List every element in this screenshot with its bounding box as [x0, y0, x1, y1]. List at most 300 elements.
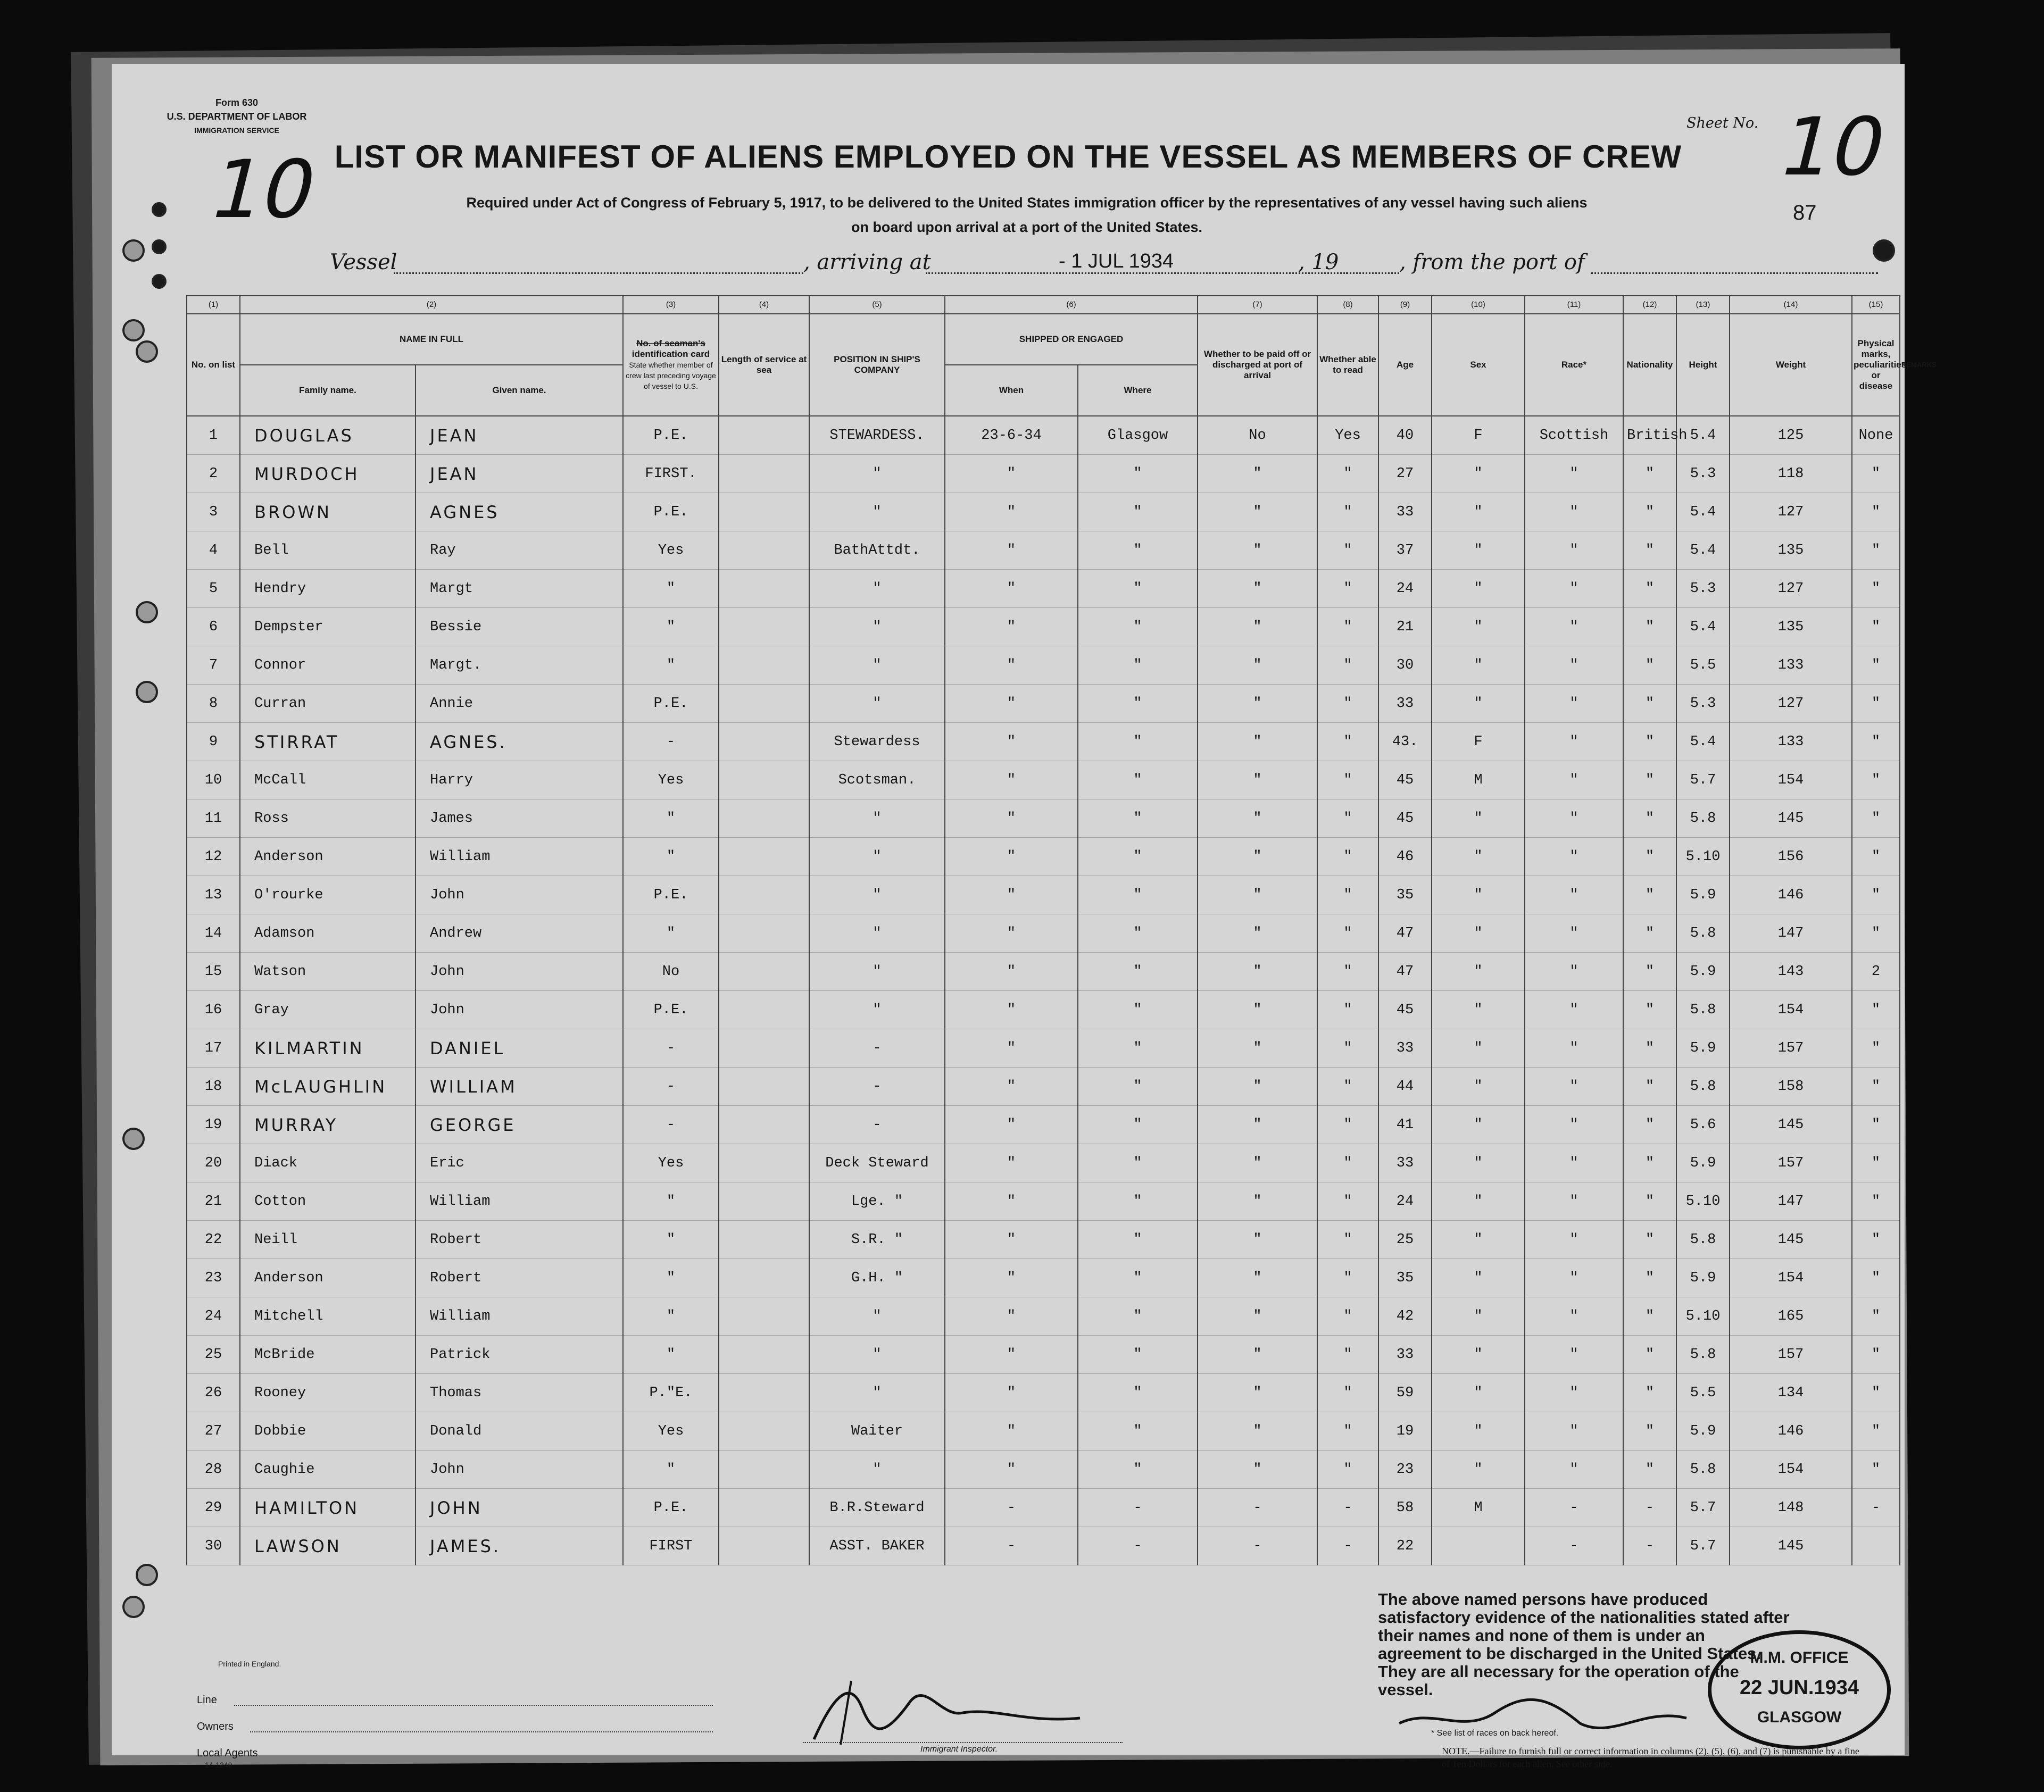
cell-weight: 156 [1730, 838, 1852, 876]
cell-shipped-when: " [945, 1374, 1078, 1412]
cell-able-to-read: " [1317, 761, 1378, 799]
cell-family-name: Anderson [240, 838, 416, 876]
cell-able-to-read: " [1317, 914, 1378, 953]
owners-label: Owners [197, 1721, 234, 1732]
cell-sex: " [1432, 1412, 1525, 1451]
cell-shipped-where: " [1078, 455, 1198, 493]
table-row [187, 685, 1900, 723]
cell-height: 5.7 [1676, 1527, 1730, 1565]
cell-physical-marks: " [1852, 608, 1900, 646]
cell-physical-marks: 2 [1852, 953, 1900, 991]
cell-weight: 145 [1730, 1527, 1852, 1565]
form-identifier [141, 96, 333, 137]
cell-shipped-when: " [945, 723, 1078, 761]
table-row [187, 991, 1900, 1029]
cell-shipped-when: " [945, 953, 1078, 991]
cell-height: 5.8 [1676, 799, 1730, 838]
table-row [187, 1259, 1900, 1297]
line-field [234, 1705, 713, 1706]
cell-length-of-service [719, 838, 809, 876]
cell-able-to-read: " [1317, 1374, 1378, 1412]
cell-shipped-where: " [1078, 1374, 1198, 1412]
cell-nationality: " [1623, 608, 1676, 646]
cell-nationality: " [1623, 1144, 1676, 1182]
cell-weight: 154 [1730, 991, 1852, 1029]
cell-able-to-read: - [1317, 1489, 1378, 1527]
cell-shipped-where: " [1078, 608, 1198, 646]
cell-age: 47 [1378, 914, 1432, 953]
cell-weight: 127 [1730, 570, 1852, 608]
cell-able-to-read: " [1317, 1412, 1378, 1451]
cell-physical-marks: " [1852, 1374, 1900, 1412]
cell-nationality: " [1623, 876, 1676, 914]
manifest-sheet [112, 64, 1937, 1769]
cell-able-to-read: " [1317, 685, 1378, 723]
cell-shipped-where: " [1078, 838, 1198, 876]
cell-sex: " [1432, 1297, 1525, 1336]
cell-able-to-read: " [1317, 608, 1378, 646]
cell-shipped-when: " [945, 1182, 1078, 1221]
cell-nationality: " [1623, 455, 1676, 493]
cell-family-name: Neill [240, 1221, 416, 1259]
cell-physical-marks: " [1852, 991, 1900, 1029]
cell-able-to-read: " [1317, 1106, 1378, 1144]
table-row [187, 876, 1900, 914]
cell-race: Scottish [1525, 416, 1623, 455]
cell-race: - [1525, 1527, 1623, 1565]
cell-paid-off: " [1198, 1451, 1317, 1489]
cell-physical-marks: " [1852, 1259, 1900, 1297]
cell-shipped-where: " [1078, 991, 1198, 1029]
cell-position: " [809, 914, 945, 953]
cell-length-of-service [719, 1412, 809, 1451]
cell-able-to-read: " [1317, 1068, 1378, 1106]
colnum: (12) [1623, 296, 1676, 314]
cell-given-name: Margt [416, 570, 623, 608]
cell-paid-off: " [1198, 1106, 1317, 1144]
cell-shipped-where: " [1078, 1068, 1198, 1106]
cell-physical-marks: " [1852, 685, 1900, 723]
cell-given-name: John [416, 1451, 623, 1489]
cell-sex: M [1432, 761, 1525, 799]
cell-race: " [1525, 1221, 1623, 1259]
cell-physical-marks: " [1852, 531, 1900, 570]
cell-weight: 154 [1730, 1259, 1852, 1297]
cell-family-name: McCall [240, 761, 416, 799]
colnum: (8) [1317, 296, 1378, 314]
cell-race: " [1525, 838, 1623, 876]
cell-position: " [809, 1374, 945, 1412]
cell-shipped-when: " [945, 1412, 1078, 1451]
from-port-label: , from the port of [1399, 250, 1585, 274]
cell-age: 41 [1378, 1106, 1432, 1144]
cell-race: " [1525, 570, 1623, 608]
cell-shipped-where: " [1078, 1221, 1198, 1259]
cell-shipped-when: " [945, 1336, 1078, 1374]
cell-age: 33 [1378, 1144, 1432, 1182]
cell-id-card: - [623, 1106, 719, 1144]
cell-given-name: GEORGE [416, 1106, 623, 1144]
cell-physical-marks: - [1852, 1489, 1900, 1527]
subtitle-line-2: on board upon arrival at a port of the United States. [851, 219, 1203, 235]
cell-race: " [1525, 761, 1623, 799]
cell-sex: " [1432, 914, 1525, 953]
cell-physical-marks: " [1852, 1336, 1900, 1374]
table-row [187, 455, 1900, 493]
cell-physical-marks: " [1852, 570, 1900, 608]
cell-sex: " [1432, 1068, 1525, 1106]
cell-family-name: BROWN [240, 493, 416, 531]
cell-family-name: Rooney [240, 1374, 416, 1412]
colnum: (1) [187, 296, 240, 314]
cell-family-name: Caughie [240, 1451, 416, 1489]
cell-race: " [1525, 685, 1623, 723]
table-row [187, 416, 1900, 455]
cell-height: 5.3 [1676, 685, 1730, 723]
cell-given-name: Harry [416, 761, 623, 799]
cell-physical-marks [1852, 1527, 1900, 1565]
cell-position: " [809, 991, 945, 1029]
cell-given-name: Robert [416, 1221, 623, 1259]
cell-shipped-where: " [1078, 1451, 1198, 1489]
cell-length-of-service [719, 1068, 809, 1106]
cell-nationality: " [1623, 685, 1676, 723]
binder-hole [122, 1596, 145, 1618]
cell-height: 5.8 [1676, 1068, 1730, 1106]
header-shipped: SHIPPED OR ENGAGED [945, 314, 1198, 365]
cell-paid-off: " [1198, 608, 1317, 646]
cell-shipped-when: " [945, 1221, 1078, 1259]
corner-number: 87 [1793, 201, 1817, 224]
cell-position: Lge. " [809, 1182, 945, 1221]
cell-length-of-service [719, 1374, 809, 1412]
cell-given-name: John [416, 876, 623, 914]
cell-race: " [1525, 1106, 1623, 1144]
cell-shipped-where: " [1078, 646, 1198, 685]
cell-sex: " [1432, 1451, 1525, 1489]
cell-race: " [1525, 1029, 1623, 1068]
cell-shipped-where: " [1078, 570, 1198, 608]
cell-id-card: P.E. [623, 685, 719, 723]
cell-length-of-service [719, 531, 809, 570]
cell-length-of-service [719, 1489, 809, 1527]
table-row [187, 1489, 1900, 1527]
cell-paid-off: " [1198, 1068, 1317, 1106]
cell-weight: 165 [1730, 1297, 1852, 1336]
cell-row-number: 17 [187, 1029, 240, 1068]
cell-sex: " [1432, 1259, 1525, 1297]
cell-id-card: No [623, 953, 719, 991]
cell-shipped-when: " [945, 1259, 1078, 1297]
cell-age: 33 [1378, 685, 1432, 723]
header-length-service: Length of service at sea [719, 314, 809, 416]
cell-nationality: " [1623, 1451, 1676, 1489]
cell-given-name: Margt. [416, 646, 623, 685]
cell-shipped-where: " [1078, 1144, 1198, 1182]
cell-length-of-service [719, 1182, 809, 1221]
cell-row-number: 26 [187, 1374, 240, 1412]
cell-shipped-where: " [1078, 1297, 1198, 1336]
cell-row-number: 27 [187, 1412, 240, 1451]
header-family-name: Family name. [240, 365, 416, 416]
colnum: (10) [1432, 296, 1525, 314]
table-row [187, 1029, 1900, 1068]
cell-family-name: Connor [240, 646, 416, 685]
cell-able-to-read: " [1317, 1259, 1378, 1297]
cell-height: 5.4 [1676, 531, 1730, 570]
cell-weight: 148 [1730, 1489, 1852, 1527]
cell-sex [1432, 1527, 1525, 1565]
cell-shipped-when: " [945, 455, 1078, 493]
cell-row-number: 16 [187, 991, 240, 1029]
cell-sex: " [1432, 953, 1525, 991]
cell-nationality: " [1623, 799, 1676, 838]
cell-position: " [809, 876, 945, 914]
cell-sex: " [1432, 991, 1525, 1029]
stamp-city: GLASGOW [1757, 1708, 1842, 1726]
cell-age: 24 [1378, 1182, 1432, 1221]
cell-row-number: 15 [187, 953, 240, 991]
cell-weight: 125 [1730, 416, 1852, 455]
cell-row-number: 10 [187, 761, 240, 799]
cell-paid-off: " [1198, 493, 1317, 531]
cell-id-card: P."E. [623, 1374, 719, 1412]
cell-paid-off: " [1198, 1374, 1317, 1412]
cell-nationality: " [1623, 991, 1676, 1029]
header-paid-off: Whether to be paid off or discharged at port of arrival [1198, 314, 1317, 416]
cell-shipped-when: " [945, 646, 1078, 685]
cell-physical-marks: " [1852, 799, 1900, 838]
cell-paid-off: " [1198, 1144, 1317, 1182]
cell-age: 19 [1378, 1412, 1432, 1451]
cell-sex: " [1432, 646, 1525, 685]
handwritten-sheet-number: 10 [1771, 101, 1896, 194]
printed-in-england: Printed in England. [218, 1660, 281, 1668]
cell-row-number: 28 [187, 1451, 240, 1489]
header-row-1: No. on list NAME IN FULL No. of seaman's identification card State whether member of crew last preceding voyage of vessel to U.S. Length of service at sea POSITION IN SHIP'S COMPANY SHIPPED OR ENGAGED Whether to be paid off or discharged at port of arrival Whether able to read Age Sex Race* Nationality Height Weight Physical marks, peculiarities, or disease REMARKS [187, 314, 1900, 365]
cell-age: 45 [1378, 991, 1432, 1029]
table-row [187, 1221, 1900, 1259]
cell-able-to-read: " [1317, 876, 1378, 914]
cell-height: 5.7 [1676, 761, 1730, 799]
cell-height: 5.9 [1676, 876, 1730, 914]
cell-weight: 147 [1730, 1182, 1852, 1221]
cell-id-card: P.E. [623, 493, 719, 531]
cell-given-name: John [416, 991, 623, 1029]
cell-row-number: 20 [187, 1144, 240, 1182]
cell-height: 5.3 [1676, 570, 1730, 608]
cell-age: 46 [1378, 838, 1432, 876]
cell-physical-marks: " [1852, 1144, 1900, 1182]
cell-paid-off: " [1198, 455, 1317, 493]
cell-given-name: Eric [416, 1144, 623, 1182]
penalty-note: NOTE.—Failure to furnish full or correct information in columns (2), (5), (6), and (7) is punishable by a fine of Ten Dollars for each alien. See other side. [1442, 1746, 1859, 1769]
cell-weight: 133 [1730, 723, 1852, 761]
cell-age: 58 [1378, 1489, 1432, 1527]
cell-nationality: " [1623, 953, 1676, 991]
cell-row-number: 5 [187, 570, 240, 608]
table-row [187, 608, 1900, 646]
arriving-at-label: , arriving at [803, 250, 931, 274]
cell-race: " [1525, 493, 1623, 531]
binder-hole [152, 202, 167, 217]
cell-row-number: 7 [187, 646, 240, 685]
cell-physical-marks: " [1852, 723, 1900, 761]
cell-position: - [809, 1068, 945, 1106]
cell-shipped-when: " [945, 1144, 1078, 1182]
cell-height: 5.6 [1676, 1106, 1730, 1144]
cell-paid-off: " [1198, 646, 1317, 685]
cell-age: 21 [1378, 608, 1432, 646]
cell-paid-off: " [1198, 723, 1317, 761]
header-sex: Sex [1432, 314, 1525, 416]
cell-shipped-when: " [945, 570, 1078, 608]
cell-able-to-read: " [1317, 646, 1378, 685]
cell-weight: 154 [1730, 1451, 1852, 1489]
table-row [187, 799, 1900, 838]
page-subtitle [335, 190, 1718, 239]
cell-length-of-service [719, 455, 809, 493]
cell-weight: 146 [1730, 1412, 1852, 1451]
cell-position: " [809, 493, 945, 531]
table-row [187, 1451, 1900, 1489]
cell-family-name: Watson [240, 953, 416, 991]
cell-position: Waiter [809, 1412, 945, 1451]
cell-shipped-where: " [1078, 493, 1198, 531]
cell-id-card: " [623, 570, 719, 608]
cell-age: 35 [1378, 876, 1432, 914]
cell-sex: " [1432, 1221, 1525, 1259]
cell-given-name: JEAN [416, 416, 623, 455]
cell-length-of-service [719, 1221, 809, 1259]
cell-id-card: " [623, 1297, 719, 1336]
inspector-label: Immigrant Inspector. [920, 1745, 998, 1754]
cell-physical-marks: " [1852, 1029, 1900, 1068]
cell-weight: 147 [1730, 914, 1852, 953]
header-position: POSITION IN SHIP'S COMPANY [809, 314, 945, 416]
cell-given-name: William [416, 1182, 623, 1221]
cell-age: 22 [1378, 1527, 1432, 1565]
cell-length-of-service [719, 570, 809, 608]
cell-shipped-when: " [945, 1451, 1078, 1489]
cell-race: " [1525, 953, 1623, 991]
cell-sex: " [1432, 1182, 1525, 1221]
cell-family-name: O'rourke [240, 876, 416, 914]
cell-weight: 157 [1730, 1144, 1852, 1182]
cell-shipped-where: " [1078, 685, 1198, 723]
cell-paid-off: " [1198, 1221, 1317, 1259]
cell-row-number: 29 [187, 1489, 240, 1527]
cell-height: 5.4 [1676, 416, 1730, 455]
cell-age: 43. [1378, 723, 1432, 761]
cell-length-of-service [719, 1336, 809, 1374]
cell-shipped-when: - [945, 1527, 1078, 1565]
cell-id-card: " [623, 1182, 719, 1221]
cell-row-number: 6 [187, 608, 240, 646]
cell-position: Deck Steward [809, 1144, 945, 1182]
nationality-affidavit: The above named persons have produced satisfactory evidence of the nationalities stated after their names and none of them is under an agreement to be discharged in the United States. They are all necessary for the operation of the vessel. [1378, 1590, 1790, 1699]
cell-sex: " [1432, 876, 1525, 914]
races-footnote: * See list of races on back hereof. [1431, 1729, 1559, 1738]
cell-family-name: MURDOCH [240, 455, 416, 493]
cell-given-name: JOHN [416, 1489, 623, 1527]
arrival-date-stamp: - 1 JUL 1934 [1059, 250, 1174, 272]
cell-shipped-when: " [945, 914, 1078, 953]
cell-race: " [1525, 531, 1623, 570]
cell-row-number: 30 [187, 1527, 240, 1565]
cell-id-card: Yes [623, 531, 719, 570]
cell-shipped-when: " [945, 531, 1078, 570]
cell-race: " [1525, 646, 1623, 685]
cell-length-of-service [719, 799, 809, 838]
cell-position: " [809, 1451, 945, 1489]
colnum: (5) [809, 296, 945, 314]
cell-age: 33 [1378, 493, 1432, 531]
cell-row-number: 14 [187, 914, 240, 953]
cell-height: 5.8 [1676, 1451, 1730, 1489]
cell-race: " [1525, 1451, 1623, 1489]
cell-row-number: 1 [187, 416, 240, 455]
form-number: Form 630 [215, 97, 259, 108]
colnum: (4) [719, 296, 809, 314]
cell-race: " [1525, 914, 1623, 953]
sheet-number-label: Sheet No. [1686, 115, 1759, 131]
cell-shipped-where: " [1078, 799, 1198, 838]
cell-id-card: P.E. [623, 991, 719, 1029]
cell-age: 23 [1378, 1451, 1432, 1489]
cell-row-number: 12 [187, 838, 240, 876]
cell-shipped-where: " [1078, 531, 1198, 570]
cell-shipped-where: " [1078, 1412, 1198, 1451]
cell-nationality: British [1623, 416, 1676, 455]
cell-length-of-service [719, 761, 809, 799]
cell-given-name: William [416, 1297, 623, 1336]
cell-shipped-when: " [945, 608, 1078, 646]
cell-shipped-when: " [945, 799, 1078, 838]
cell-physical-marks: " [1852, 761, 1900, 799]
header-id-card [623, 314, 719, 416]
cell-race: " [1525, 876, 1623, 914]
header-weight: Weight [1730, 314, 1852, 416]
cell-family-name: LAWSON [240, 1527, 416, 1565]
cell-weight: 145 [1730, 1106, 1852, 1144]
cell-shipped-where: " [1078, 953, 1198, 991]
cell-paid-off: " [1198, 838, 1317, 876]
cell-weight: 127 [1730, 493, 1852, 531]
cell-family-name: DOUGLAS [240, 416, 416, 455]
cell-position: ASST. BAKER [809, 1527, 945, 1565]
cell-family-name: Hendry [240, 570, 416, 608]
colnum: (2) [240, 296, 623, 314]
cell-able-to-read: " [1317, 838, 1378, 876]
cell-nationality: " [1623, 493, 1676, 531]
cell-shipped-where: Glasgow [1078, 416, 1198, 455]
cell-family-name: Curran [240, 685, 416, 723]
header-given-name: Given name. [416, 365, 623, 416]
cell-paid-off: " [1198, 1259, 1317, 1297]
cell-race: " [1525, 1297, 1623, 1336]
cell-shipped-when: " [945, 1029, 1078, 1068]
header-name-in-full: NAME IN FULL [240, 314, 623, 365]
cell-paid-off: " [1198, 1029, 1317, 1068]
cell-shipped-when: " [945, 1106, 1078, 1144]
cell-nationality: " [1623, 761, 1676, 799]
cell-given-name: John [416, 953, 623, 991]
handwritten-left-number: 10 [201, 144, 326, 236]
cell-nationality: " [1623, 570, 1676, 608]
cell-id-card: " [623, 914, 719, 953]
cell-nationality: " [1623, 1106, 1676, 1144]
